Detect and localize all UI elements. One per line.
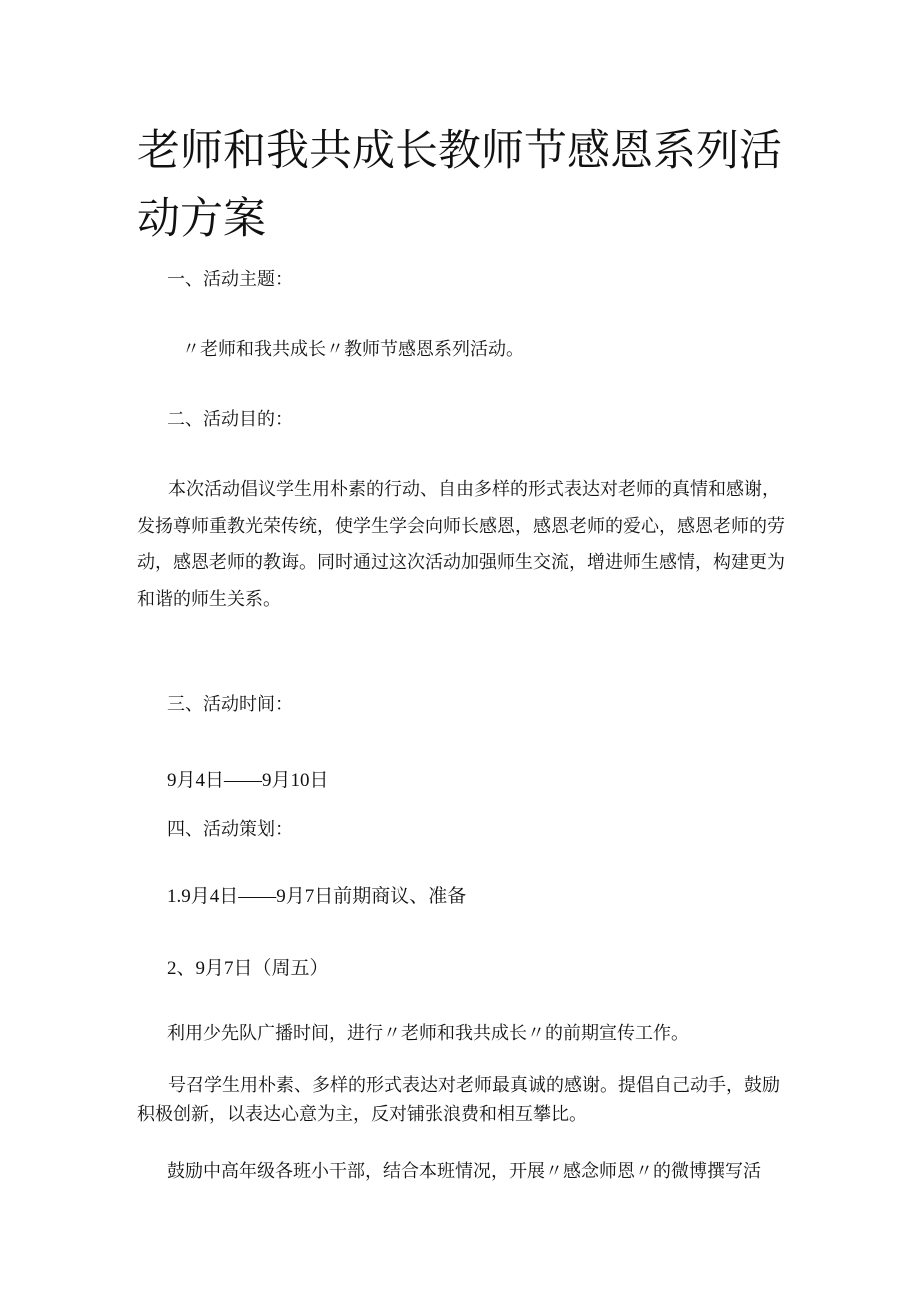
document-title: 老师和我共成长教师节感恩系列活动方案 — [137, 126, 782, 244]
theme-heading: 一、活动主题： — [167, 269, 293, 290]
plan-item-2-text-2: 号召学生用朴素、多样的形式表达对老师最真诚的感谢。提倡自己动手，鼓励积极创新，以表达心意为主，反对铺张浪费和相互攀比。 — [137, 1075, 780, 1125]
plan-heading: 四、活动策划： — [167, 819, 293, 840]
purpose-heading: 二、活动目的： — [167, 409, 293, 430]
time-heading: 三、活动时间： — [167, 694, 293, 715]
plan-item-1: 1.9月4日——9月7日前期商议、准备 — [167, 886, 467, 907]
plan-item-2: 2、9月7日（周五） — [167, 958, 329, 979]
time-text: 9月4日——9月10日 — [167, 770, 329, 791]
plan-item-2-text-3: 鼓励中高年级各班小干部，结合本班情况，开展〃感念师恩〃的微博撰写活 — [167, 1161, 761, 1182]
plan-item-2-text-1: 利用少先队广播时间，进行〃老师和我共成长〃的前期宣传工作。 — [167, 1023, 689, 1044]
theme-text: 〃老师和我共成长〃教师节感恩系列活动。 — [182, 339, 524, 360]
purpose-text: 本次活动倡议学生用朴素的行动、自由多样的形式表达对老师的真情和感谢，发扬尊师重教光荣传统，使学生学会向师长感恩，感恩老师的爱心，感恩老师的劳动，感恩老师的教诲。同时通过这次活动加强师生交流，增进师生感情，构建更为和谐的师生关系。 — [137, 479, 785, 610]
